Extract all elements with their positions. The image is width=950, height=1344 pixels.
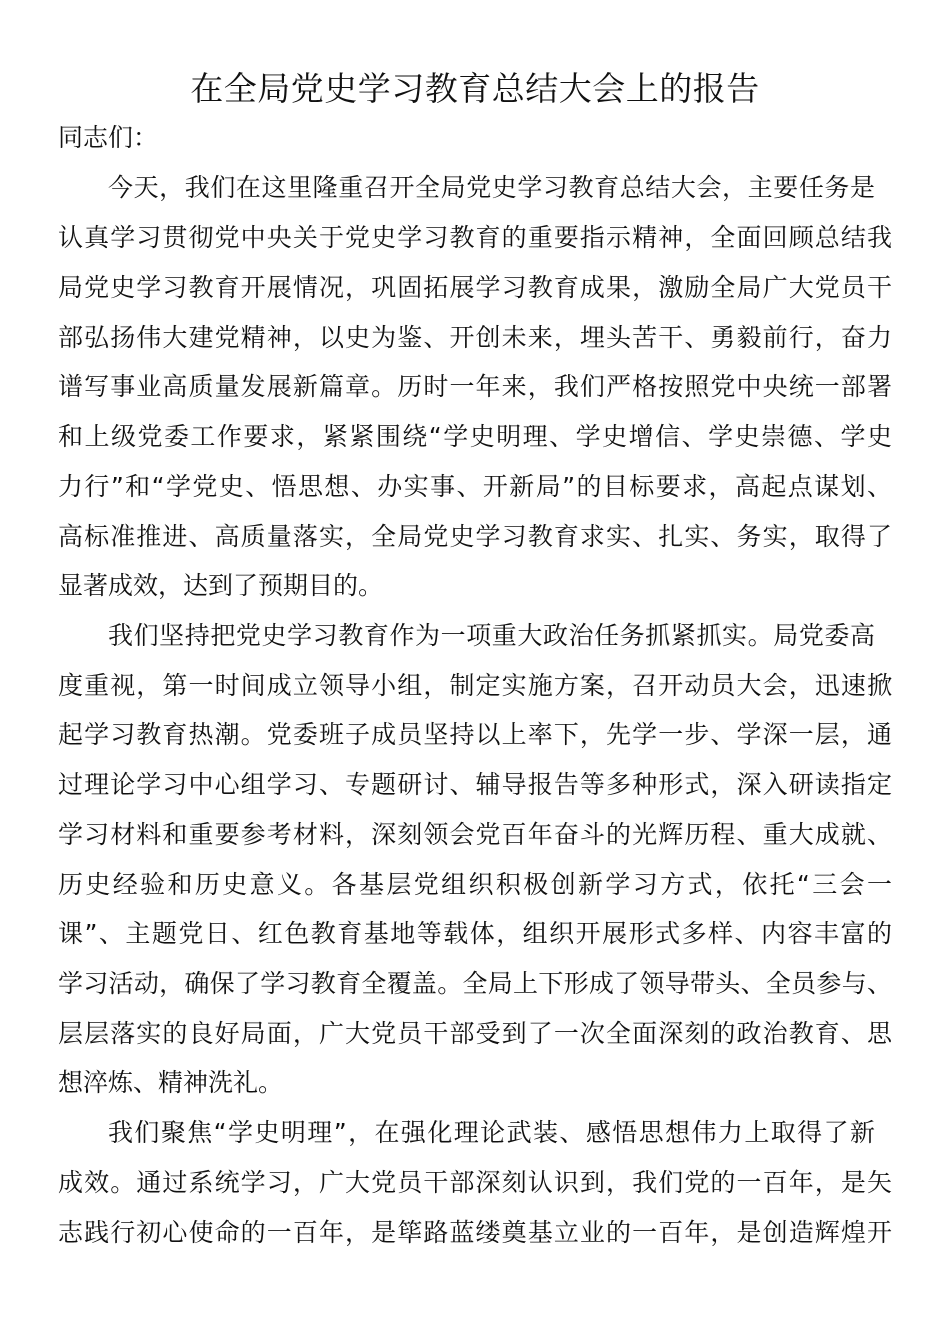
document-title: 在全局党史学习教育总结大会上的报告 [190,69,760,108]
paragraph-line: 我们坚持把党史学习教育作为一项重大政治任务抓紧抓实。局党委高 [108,621,875,650]
paragraph-line: 部弘扬伟大建党精神，以史为鉴、开创未来，埋头苦干、勇毅前行，奋力 [58,323,892,352]
paragraph-line: 显著成效，达到了预期目的。 [58,571,384,600]
paragraph-line: 学习活动，确保了学习教育全覆盖。全局上下形成了领导带头、全员参与、 [58,969,892,998]
paragraph-line: 过理论学习中心组学习、专题研讨、辅导报告等多种形式，深入研读指定 [58,770,892,799]
paragraph-line: 想淬炼、精神洗礼。 [58,1068,284,1097]
paragraph-line: 认真学习贯彻党中央关于党史学习教育的重要指示精神，全面回顾总结我 [58,223,892,252]
paragraph-line: 局党史学习教育开展情况，巩固拓展学习教育成果，激励全局广大党员干 [58,273,892,302]
paragraph-line: 谱写事业高质量发展新篇章。历时一年来，我们严格按照党中央统一部署 [58,372,892,401]
paragraph-line: 历史经验和历史意义。各基层党组织积极创新学习方式，依托“三会一 [58,870,892,899]
paragraph-line: 我们聚焦“学史明理”，在强化理论武装、感悟思想伟力上取得了新 [108,1118,875,1147]
paragraph-line: 起学习教育热潮。党委班子成员坚持以上率下，先学一步、学深一层，通 [58,720,892,749]
paragraph-line: 今天，我们在这里隆重召开全局党史学习教育总结大会，主要任务是 [108,173,875,202]
paragraph-line: 成效。通过系统学习，广大党员干部深刻认识到，我们党的一百年，是矢 [58,1168,892,1197]
paragraph-line: 力行”和“学党史、悟思想、办实事、开新局”的目标要求，高起点谋划、 [58,472,892,501]
paragraph-line: 高标准推进、高质量落实，全局党史学习教育求实、扎实、务实，取得了 [58,522,892,551]
salutation: 同志们： [58,123,159,152]
paragraph-line: 学习材料和重要参考材料，深刻领会党百年奋斗的光辉历程、重大成就、 [58,820,892,849]
paragraph-line: 层层落实的良好局面，广大党员干部受到了一次全面深刻的政治教育、思 [58,1019,892,1048]
paragraph-line: 志践行初心使命的一百年，是筚路蓝缕奠基立业的一百年，是创造辉煌开 [58,1218,892,1247]
paragraph-line: 课”、主题党日、红色教育基地等载体，组织开展形式多样、内容丰富的 [58,919,892,948]
paragraph-line: 和上级党委工作要求，紧紧围绕“学史明理、学史增信、学史崇德、学史 [58,422,892,451]
paragraph-line: 度重视，第一时间成立领导小组，制定实施方案，召开动员大会，迅速掀 [58,671,892,700]
